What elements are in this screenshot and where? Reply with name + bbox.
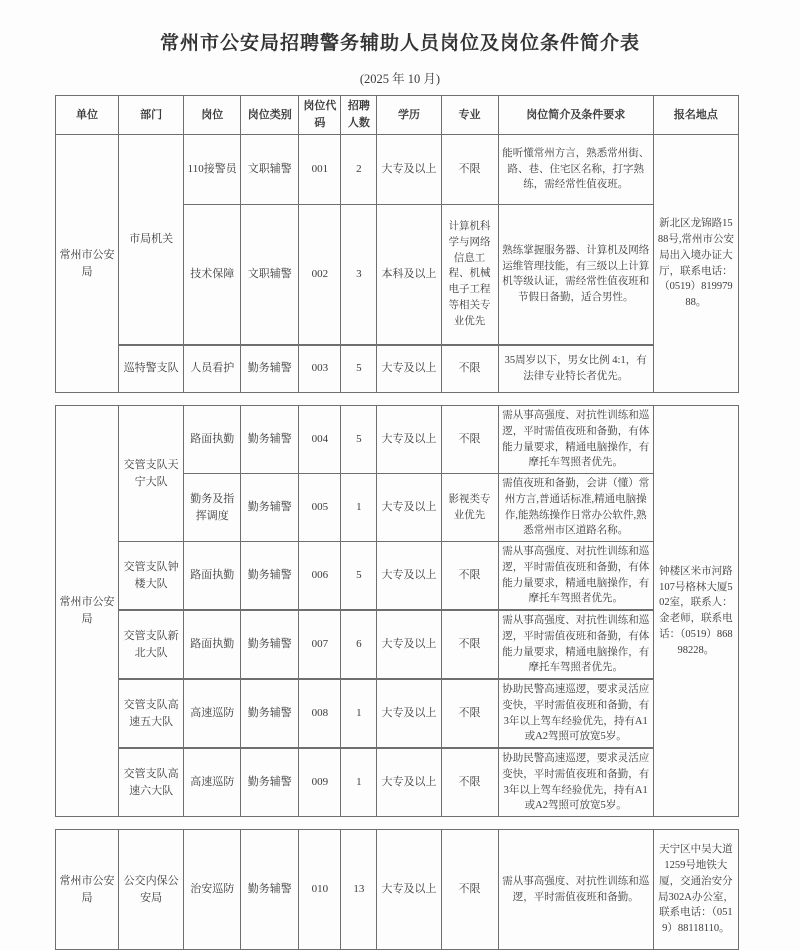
cell-dept: 交管支队钟楼大队 <box>119 542 184 611</box>
cell-count: 1 <box>341 748 377 817</box>
header-code: 岗位代码 <box>299 96 341 135</box>
cell-dept: 市局机关 <box>119 135 184 345</box>
table-block-2 <box>55 405 739 817</box>
cell-code: 001 <box>299 135 341 205</box>
recruitment-table <box>55 95 739 950</box>
cell-category: 勤务辅警 <box>241 748 299 817</box>
cell-category: 勤务辅警 <box>241 830 299 950</box>
cell-count: 1 <box>341 474 377 542</box>
header-requirement: 岗位简介及条件要求 <box>498 96 653 135</box>
cell-location: 钟楼区米市河路107号格林大厦502室，联系人：金老师，联系电话：（0519）86898228。 <box>653 406 738 817</box>
cell-requirement: 需从事高强度、对抗性训练和巡逻，平时需值夜班和备勤。 <box>498 830 653 950</box>
cell-requirement: 协助民警高速巡逻，要求灵活应变快，平时需值夜班和备勤，有3年以上驾车经验优先，持有A1或A2驾照可放宽5岁。 <box>498 679 653 748</box>
cell-requirement: 35周岁以下，男女比例 4:1，有法律专业特长者优先。 <box>498 345 653 393</box>
cell-category: 勤务辅警 <box>241 610 299 679</box>
cell-post: 路面执勤 <box>184 406 241 474</box>
cell-code: 007 <box>299 610 341 679</box>
table-row <box>56 679 739 748</box>
cell-post: 高速巡防 <box>184 679 241 748</box>
cell-unit: 常州市公安局 <box>56 830 119 950</box>
cell-education: 大专及以上 <box>377 610 441 679</box>
table-row <box>56 748 739 817</box>
cell-major: 影视类专业优先 <box>441 474 498 542</box>
cell-major: 计算机科学与网络信息工程、机械电子工程等相关专业优先 <box>441 205 498 345</box>
cell-location: 天宁区中吴大道1259号地铁大厦，交通治安分局302A办公室，联系电话：（0519）88118110。 <box>653 830 738 950</box>
cell-requirement: 能听懂常州方言，熟悉常州街、路、巷、住宅区名称，打字熟练，需经常性值夜班。 <box>498 135 653 205</box>
cell-count: 3 <box>341 205 377 345</box>
cell-major: 不限 <box>441 542 498 611</box>
cell-post: 技术保障 <box>184 205 241 345</box>
cell-requirement: 协助民警高速巡逻，要求灵活应变快，平时需值夜班和备勤，有3年以上驾车经验优先，持有A1或A2驾照可放宽5岁。 <box>498 748 653 817</box>
cell-dept: 交管支队高速六大队 <box>119 748 184 817</box>
cell-category: 文职辅警 <box>241 205 299 345</box>
cell-code: 008 <box>299 679 341 748</box>
cell-code: 005 <box>299 474 341 542</box>
header-category: 岗位类别 <box>241 96 299 135</box>
cell-code: 003 <box>299 345 341 393</box>
cell-requirement: 需从事高强度、对抗性训练和巡逻，平时需值夜班和备勤，有体能力量要求，精通电脑操作，有摩托车驾照者优先。 <box>498 406 653 474</box>
cell-count: 5 <box>341 345 377 393</box>
cell-requirement: 需值夜班和备勤，会讲（懂）常州方言,普通话标准,精通电脑操作,能熟练操作日常办公软件,熟悉常州市区道路名称。 <box>498 474 653 542</box>
header-count: 招聘人数 <box>341 96 377 135</box>
header-location: 报名地点 <box>653 96 738 135</box>
cell-education: 本科及以上 <box>377 205 441 345</box>
cell-post: 路面执勤 <box>184 610 241 679</box>
header-education: 学历 <box>377 96 441 135</box>
cell-category: 勤务辅警 <box>241 679 299 748</box>
cell-major: 不限 <box>441 679 498 748</box>
table-row <box>56 406 739 474</box>
cell-post: 人员看护 <box>184 345 241 393</box>
cell-dept: 交管支队新北大队 <box>119 610 184 679</box>
cell-education: 大专及以上 <box>377 406 441 474</box>
cell-code: 006 <box>299 542 341 611</box>
cell-code: 010 <box>299 830 341 950</box>
cell-dept: 交管支队高速五大队 <box>119 679 184 748</box>
cell-location: 新北区龙锦路1588号,常州市公安局出入境办证大厅，联系电话：（0519）81997988。 <box>653 135 738 393</box>
cell-requirement: 需从事高强度、对抗性训练和巡逻，平时需值夜班和备勤，有体能力量要求，精通电脑操作，有摩托车驾照者优先。 <box>498 610 653 679</box>
cell-education: 大专及以上 <box>377 345 441 393</box>
cell-dept: 交管支队天宁大队 <box>119 406 184 542</box>
cell-category: 文职辅警 <box>241 135 299 205</box>
cell-count: 2 <box>341 135 377 205</box>
cell-requirement: 熟练掌握服务器、计算机及网络运维管理技能，有三级以上计算机等级认证，需经常性值夜班和节假日备勤，适合男性。 <box>498 205 653 345</box>
cell-dept: 巡特警支队 <box>119 345 184 393</box>
cell-code: 004 <box>299 406 341 474</box>
table-row <box>56 610 739 679</box>
cell-post: 110接警员 <box>184 135 241 205</box>
table-block-1 <box>55 95 739 393</box>
cell-category: 勤务辅警 <box>241 542 299 611</box>
header-row <box>56 96 739 135</box>
cell-post: 路面执勤 <box>184 542 241 611</box>
cell-count: 1 <box>341 679 377 748</box>
header-post: 岗位 <box>184 96 241 135</box>
header-unit: 单位 <box>56 96 119 135</box>
cell-education: 大专及以上 <box>377 748 441 817</box>
table-row <box>56 542 739 611</box>
header-major: 专业 <box>441 96 498 135</box>
cell-education: 大专及以上 <box>377 474 441 542</box>
cell-unit: 常州市公安局 <box>56 406 119 817</box>
cell-major: 不限 <box>441 748 498 817</box>
cell-major: 不限 <box>441 406 498 474</box>
cell-education: 大专及以上 <box>377 830 441 950</box>
cell-education: 大专及以上 <box>377 679 441 748</box>
cell-unit: 常州市公安局 <box>56 135 119 393</box>
cell-post: 治安巡防 <box>184 830 241 950</box>
cell-count: 13 <box>341 830 377 950</box>
cell-category: 勤务辅警 <box>241 474 299 542</box>
cell-education: 大专及以上 <box>377 542 441 611</box>
cell-code: 002 <box>299 205 341 345</box>
header-dept: 部门 <box>119 96 184 135</box>
cell-category: 勤务辅警 <box>241 345 299 393</box>
cell-major: 不限 <box>441 135 498 205</box>
table-row <box>56 345 739 393</box>
cell-dept: 公交内保公安局 <box>119 830 184 950</box>
page-subtitle: (2025 年 10 月) <box>359 72 441 86</box>
table-row <box>56 135 739 205</box>
cell-major: 不限 <box>441 830 498 950</box>
cell-requirement: 需从事高强度、对抗性训练和巡逻，平时需值夜班和备勤，有体能力量要求，精通电脑操作，有摩托车驾照者优先。 <box>498 542 653 611</box>
cell-post: 高速巡防 <box>184 748 241 817</box>
cell-post: 勤务及指挥调度 <box>184 474 241 542</box>
cell-education: 大专及以上 <box>377 135 441 205</box>
cell-count: 5 <box>341 406 377 474</box>
cell-count: 5 <box>341 542 377 611</box>
cell-code: 009 <box>299 748 341 817</box>
cell-category: 勤务辅警 <box>241 406 299 474</box>
cell-count: 6 <box>341 610 377 679</box>
cell-major: 不限 <box>441 345 498 393</box>
cell-major: 不限 <box>441 610 498 679</box>
page-title: 常州市公安局招聘警务辅助人员岗位及岗位条件简介表 <box>159 33 640 54</box>
